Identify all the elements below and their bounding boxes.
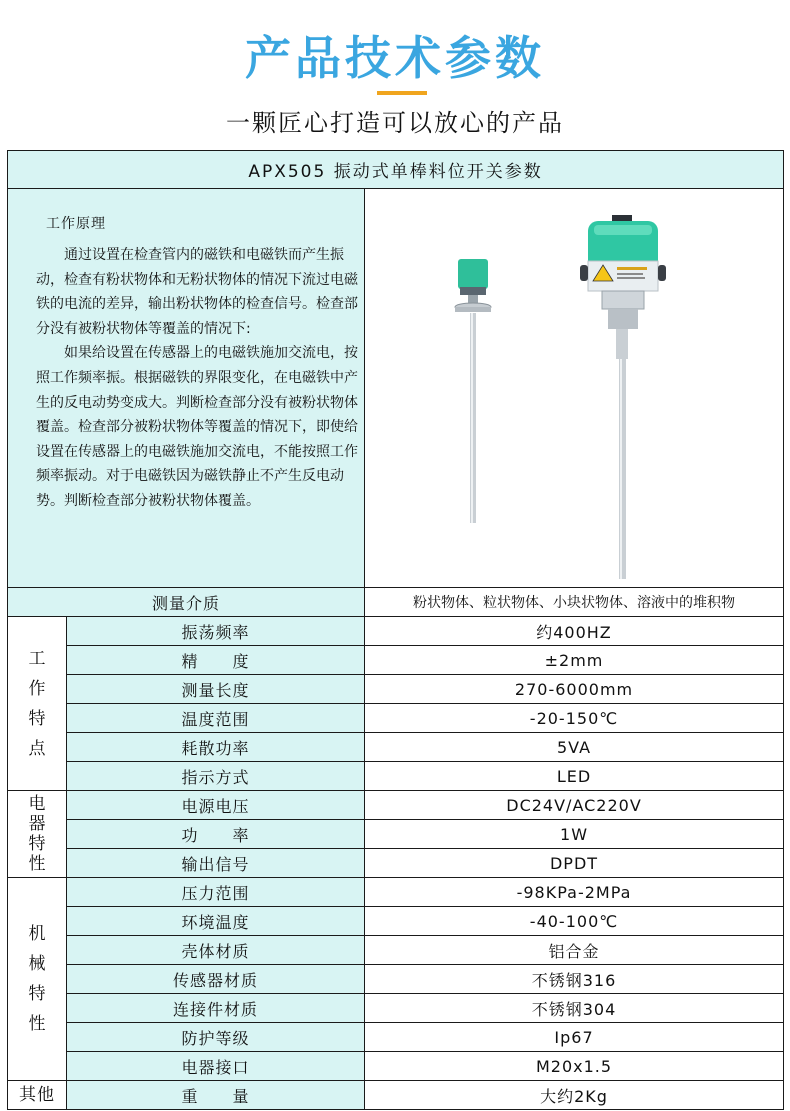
param-label: 壳体材质 (67, 936, 365, 965)
principle-text (36, 243, 366, 514)
param-value: 5VA (365, 733, 784, 762)
param-label: 环境温度 (67, 907, 365, 936)
param-value: M20x1.5 (365, 1052, 784, 1081)
group-mechanical (8, 878, 67, 1081)
param-label: 指示方式 (67, 762, 365, 791)
param-value: -40-100℃ (365, 907, 784, 936)
param-value: DPDT (365, 849, 784, 878)
param-label: 精 度 (67, 646, 365, 675)
page-subtitle: 一颗匠心打造可以放心的产品 (226, 109, 564, 137)
group-electrical (8, 791, 67, 878)
page-title: 产品技术参数 (245, 31, 545, 85)
param-label: 测量长度 (67, 675, 365, 704)
param-value: -20-150℃ (365, 704, 784, 733)
param-label: 功 率 (67, 820, 365, 849)
group-other: 其他 (8, 1081, 67, 1110)
param-label: 连接件材质 (67, 994, 365, 1023)
param-label: 防护等级 (67, 1023, 365, 1052)
large-level-switch-image (580, 215, 666, 579)
param-label: 电源电压 (67, 791, 365, 820)
spec-table (7, 150, 784, 1110)
medium-value: 粉状物体、粒状物体、小块状物体、溶液中的堆积物 (365, 588, 784, 617)
title-accent-bar (377, 91, 427, 95)
param-label: 输出信号 (67, 849, 365, 878)
param-value: 铝合金 (365, 936, 784, 965)
medium-label: 测量介质 (8, 588, 365, 617)
principle-paragraph: 通过设置在检查管内的磁铁和电磁铁而产生振动，检查有粉状物体和无粉状物体的情况下流过电磁铁的电流的差异，输出粉状物体的检查信号。检查部分没有被粉状物体等覆盖的情况下: (36, 247, 358, 337)
param-value: DC24V/AC220V (365, 791, 784, 820)
param-value: 不锈钢304 (365, 994, 784, 1023)
principle-title: 工作原理 (46, 216, 106, 232)
param-label: 压力范围 (67, 878, 365, 907)
param-label: 电器接口 (67, 1052, 365, 1081)
param-value: ±2mm (365, 646, 784, 675)
param-label: 振荡频率 (67, 617, 365, 646)
group-label: 电器特性 (28, 794, 47, 874)
principle-paragraph: 如果给设置在传感器上的电磁铁施加交流电，按照工作频率振。根据磁铁的界限变化，在电磁铁中产生的反电动势变成大。判断检查部分没有被粉状物体覆盖。检查部分被粉状物体等覆盖的情况下，即使给设置在传感器上的电磁铁施加交流电，不能按照工作频率振动。对于电磁铁因为磁铁静止不产生反电动势。判断检查部分被粉状物体覆盖。 (36, 345, 358, 509)
param-label: 传感器材质 (67, 965, 365, 994)
small-level-switch-image (455, 259, 491, 523)
param-value: -98KPa-2MPa (365, 878, 784, 907)
working-principle-cell (8, 189, 365, 588)
param-value: 270-6000mm (365, 675, 784, 704)
param-label: 耗散功率 (67, 733, 365, 762)
table-title: APX505 振动式单棒料位开关参数 (8, 151, 784, 189)
param-value: LED (365, 762, 784, 791)
param-value: 约400HZ (365, 617, 784, 646)
param-value: Ip67 (365, 1023, 784, 1052)
param-value: 1W (365, 820, 784, 849)
product-image (366, 189, 783, 583)
group-label: 机械特性 (28, 924, 47, 1034)
param-value: 不锈钢316 (365, 965, 784, 994)
param-value: 大约2Kg (365, 1081, 784, 1110)
param-label: 重 量 (67, 1081, 365, 1110)
group-label: 工作特点 (28, 648, 47, 759)
group-work-features (8, 617, 67, 791)
product-image-cell (365, 189, 784, 588)
param-label: 温度范围 (67, 704, 365, 733)
